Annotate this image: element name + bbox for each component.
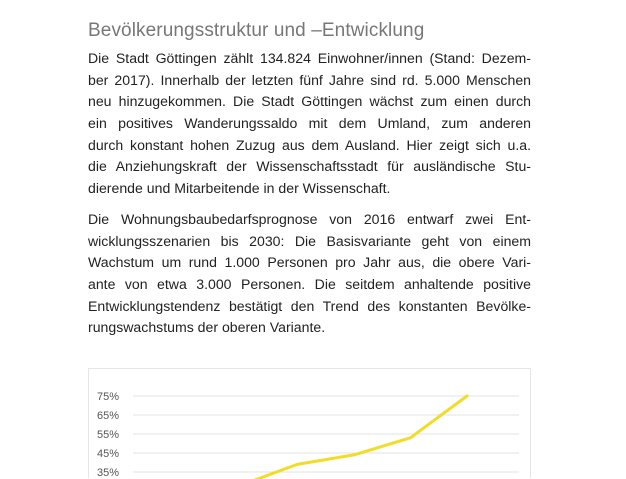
paragraph-1-line: dierende und Mitarbeitende in der Wissenschaft. <box>88 180 391 197</box>
paragraph-1-line: ber 2017). Innerhalb der letzten fünf Jahre sind rd. 5.000 Menschen <box>88 71 531 88</box>
paragraph-1-line: durch konstant hohen Zuzug aus dem Ausland. Hier zeigt sich u.a. <box>88 136 531 153</box>
paragraph-2 <box>88 209 531 339</box>
paragraph-1-line: ein positives Wanderungssaldo mit dem Umland, zum anderen <box>88 115 531 132</box>
paragraph-2-line: rungswachstums der oberen Variante. <box>88 319 326 336</box>
paragraph-1 <box>88 48 531 200</box>
paragraph-1-line: Die Stadt Göttingen zählt 134.824 Einwohner/innen (Stand: Dezem- <box>88 50 531 66</box>
y-tick-label: 35% <box>97 467 120 479</box>
y-tick-label: 65% <box>97 410 120 422</box>
paragraph-1-line: die Anziehungskraft der Wissenschaftsstadt für ausländische Stu- <box>88 158 531 175</box>
paragraph-2-line: Wachstum um rund 1.000 Personen pro Jahr aus, die obere Vari- <box>88 254 531 271</box>
paragraph-2-line: Entwicklungstendenz bestätigt den Trend des konstanten Bevölke- <box>88 297 531 314</box>
line-chart <box>88 368 531 478</box>
paragraph-2-line: ante von etwa 3.000 Personen. Die seitdem anhaltende positive <box>88 276 531 293</box>
y-tick-label: 75% <box>97 391 120 403</box>
paragraph-2-line: Die Wohnungsbaubedarfsprognose von 2016 entwarf zwei Ent- <box>88 211 531 227</box>
series-line <box>184 396 467 479</box>
paragraph-1-line: neu hinzugekommen. Die Stadt Göttingen wächst zum einen durch <box>88 93 531 110</box>
paragraph-2-line: wicklungsszenarien bis 2030: Die Basisvariante geht von einem <box>88 232 531 249</box>
line-chart-svg <box>89 369 532 479</box>
y-tick-label: 45% <box>97 448 120 460</box>
y-tick-label: 55% <box>97 429 120 441</box>
section-heading: Bevölkerungsstruktur und –Entwicklung <box>88 20 425 41</box>
